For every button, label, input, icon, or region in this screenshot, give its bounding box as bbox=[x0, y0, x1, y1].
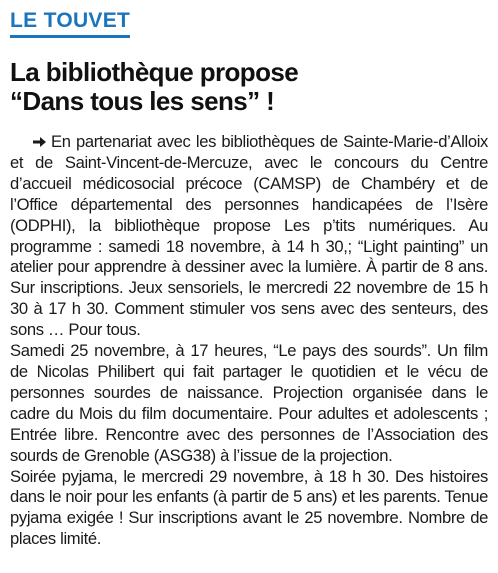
section-kicker: LE TOUVET bbox=[10, 8, 130, 38]
paragraph-2: Samedi 25 novembre, à 17 heures, “Le pays des sourds”. Un film de Nicolas Philibert qui fait partager le quotidien et le vécu de personnes sourdes de naissance. Projection organisée dans le cadre du Mois du film documentaire. Pour adultes et adolescents ; Entrée libre. Rencontre avec des personnes de l’Association des sourds de Grenoble (ASG38) à l’issue de la projection. bbox=[10, 341, 488, 465]
paragraph-1 bbox=[10, 132, 488, 341]
arrow-right-icon bbox=[32, 136, 47, 148]
headline-line-1: La bibliothèque propose bbox=[10, 57, 299, 87]
headline-line-2: “Dans tous les sens” ! bbox=[10, 86, 275, 116]
article-body bbox=[10, 132, 488, 550]
article bbox=[10, 8, 488, 550]
paragraph-3: Soirée pyjama, le mercredi 29 novembre, à 18 h 30. Des histoires dans le noir pour les enfants (à partir de 5 ans) et les parents. Tenue pyjama exigée ! Sur inscriptions avant le 25 novembre. Nombre de places limité. bbox=[10, 466, 488, 549]
article-headline bbox=[10, 58, 488, 116]
paragraph-1-text: En partenariat avec les bibliothèques de Sainte-Marie-d’Alloix et de Saint-Vincent-de-Mercuze, avec le concours du Centre d’accueil médicosocial précoce (CAMSP) de Chambéry et de l’Office départemental des personnes handicapées de l’Isère (ODPHI), la bibliothèque propose Les p’tits numériques. Au programme : samedi 18 novembre, à 14 h 30,; “Light painting” un atelier pour apprendre à dessiner avec la lumière. À partir de 8 ans. Sur inscriptions. Jeux sensoriels, le mercredi 22 novembre de 15 h 30 à 17 h 30. Comment stimuler vos sens avec des senteurs, des sons … Pour tous. bbox=[10, 132, 488, 340]
